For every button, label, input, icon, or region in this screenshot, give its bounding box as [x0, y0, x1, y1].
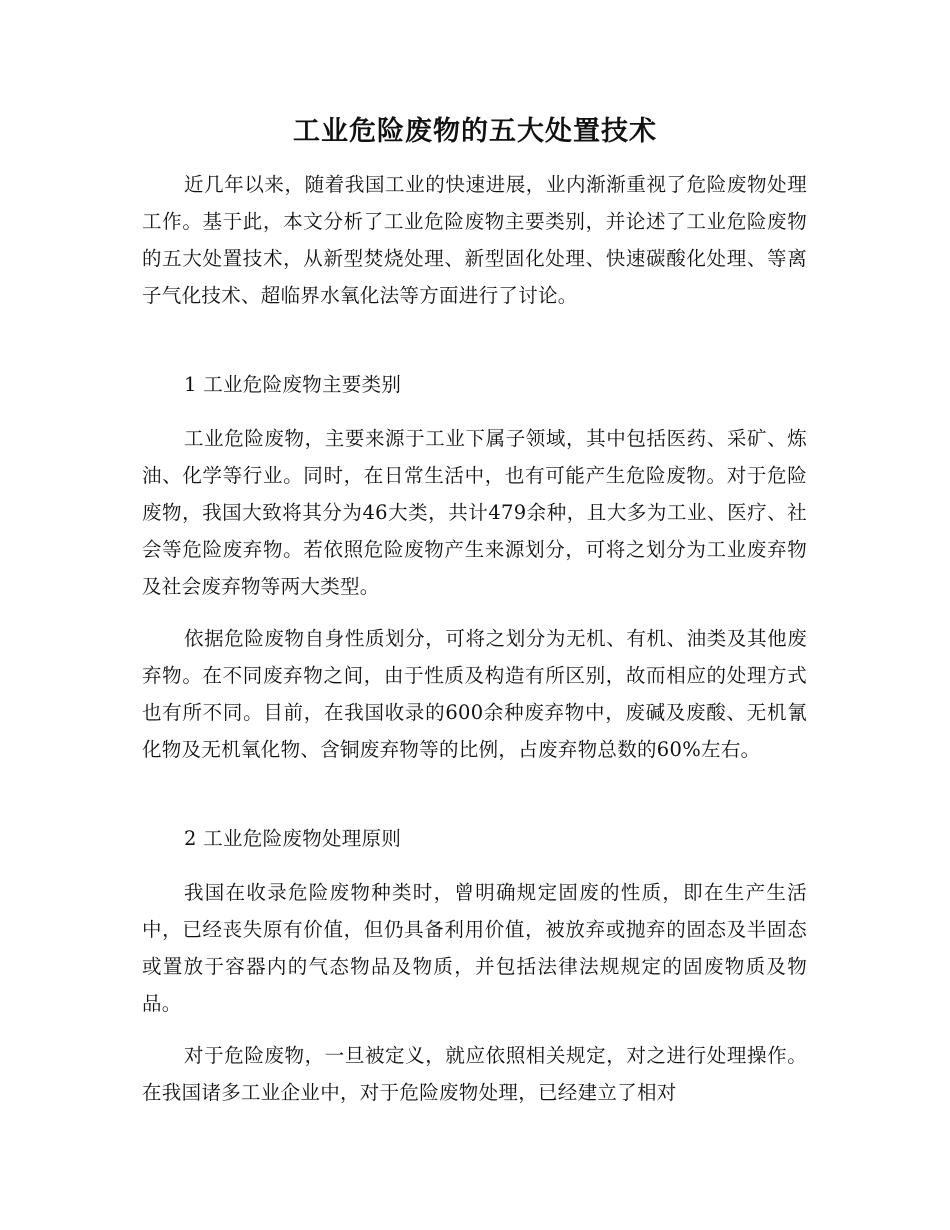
section-2-paragraph-1: 我国在收录危险废物种类时，曾明确规定固废的性质，即在生产生活中，已经丧失原有价值，但仍具备利用价值，被放弃或抛弃的固态及半固态或置放于容器内的气态物品及物质，并包括法律法规规定的固废物质及物品。	[142, 881, 807, 1015]
section-2-heading: 2 工业危险废物处理原则	[184, 827, 402, 850]
section-1-paragraph-1: 工业危险废物，主要来源于工业下属子领域，其中包括医药、采矿、炼油、化学等行业。同时，在日常生活中，也有可能产生危险废物。对于危险废物，我国大致将其分为46大类，共计479余种，且大多为工业、医疗、社会等危险废弃物。若依照危险废物产生来源划分，可将之划分为工业废弃物及社会废弃物等两大类型。	[142, 427, 807, 598]
section-1-paragraph-2: 依据危险废物自身性质划分，可将之划分为无机、有机、油类及其他废弃物。在不同废弃物之间，由于性质及构造有所区别，故而相应的处理方式也有所不同。目前，在我国收录的600余种废弃物中，废碱及废酸、无机氰化物及无机氧化物、含铜废弃物等的比例，占废弃物总数的60%左右。	[142, 627, 807, 761]
section-1-heading: 1 工业危险废物主要类别	[184, 373, 402, 396]
document-title: 工业危险废物的五大处置技术	[293, 116, 657, 147]
intro-paragraph: 近几年以来，随着我国工业的快速进展，业内渐渐重视了危险废物处理工作。基于此，本文分析了工业危险废物主要类别，并论述了工业危险废物的五大处置技术，从新型焚烧处理、新型固化处理、快速碳酸化处理、等离子气化技术、超临界水氧化法等方面进行了讨论。	[142, 173, 807, 307]
section-2-paragraph-2: 对于危险废物，一旦被定义，就应依照相关规定，对之进行处理操作。在我国诸多工业企业中，对于危险废物处理，已经建立了相对	[142, 1044, 807, 1104]
